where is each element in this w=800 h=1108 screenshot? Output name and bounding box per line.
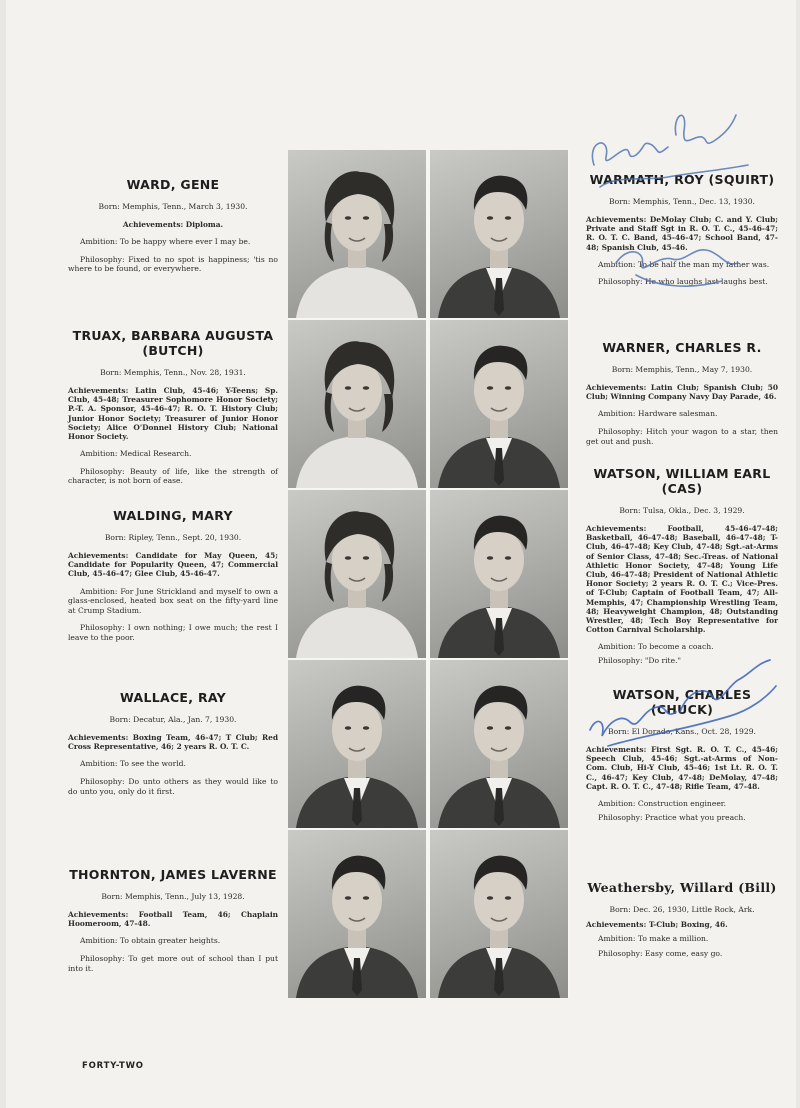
portrait-drawing — [288, 830, 426, 998]
student-name: THORNTON, JAMES LAVERNE — [69, 867, 277, 882]
achievements: Achievements: Football Team, 46; Chaplain Hoomeroom, 47-48. — [68, 910, 278, 929]
ambition: Ambition: To obtain greater heights. — [80, 936, 221, 946]
portrait-grid — [288, 150, 570, 998]
achievements: Achievements: Latin Club, 45-46; Y-Teens; Sp. Club, 45-48; Treasurer Sophomore Honor Society; P.-T. A. Sponsor, 45-46-47; R. O. T. History Club; Junior Honor Society; Treasurer of Junior Honor Society; Alice O'Donnel History Club; National Honor Society. — [68, 386, 279, 442]
hair-side-shape — [325, 562, 334, 602]
eye-shape — [345, 726, 351, 730]
ambition: Ambition: To make a million. — [598, 934, 709, 944]
clothing-shape — [296, 606, 418, 658]
ambition: Ambition: To be half the man my father was. — [598, 259, 770, 269]
philosophy: Philosophy: Practice what you preach. — [598, 812, 746, 822]
student-name: WATSON, CHARLES (CHUCK) — [612, 687, 752, 717]
portrait-watson-charles — [430, 660, 568, 828]
yearbook-page — [6, 0, 796, 1108]
philosophy: Philosophy: To get more out of school than I put into it. — [68, 954, 278, 973]
portrait-warmath-roy — [430, 150, 568, 318]
ambition: Ambition: Hardware salesman. — [598, 409, 718, 419]
portrait-weathersby-willard — [430, 830, 568, 998]
born-line: Born: El Dorado, Kans., Oct. 28, 1929. — [608, 727, 756, 736]
student-name: Weathersby, Willard (Bill) — [587, 880, 777, 895]
clothing-shape — [296, 266, 418, 318]
ambition: Ambition: Construction engineer. — [598, 799, 727, 809]
eye-shape — [487, 386, 493, 390]
philosophy: Philosophy: "Do rite." — [598, 656, 681, 666]
eye-shape — [363, 726, 369, 730]
philosophy: Philosophy: He who laughs last laughs best. — [598, 277, 768, 287]
born-line: Born: Memphis, Tenn., May 7, 1930. — [611, 365, 753, 374]
eye-shape — [487, 556, 493, 560]
eye-shape — [345, 386, 351, 390]
born-line: Born: Memphis, Tenn., Nov. 28, 1931. — [100, 368, 246, 377]
eye-shape — [345, 556, 351, 560]
student-name: WARMATH, ROY (SQUIRT) — [589, 172, 775, 187]
eye-shape — [363, 216, 369, 220]
achievements: Achievements: Latin Club; Spanish Club; 50 Club; Winning Company Navy Day Parade, 46. — [586, 383, 778, 402]
ambition: Ambition: To be happy where ever I may be. — [80, 237, 251, 247]
achievements: Achievements: Candidate for May Queen, 45; Candidate for Popularity Queen, 47; Commercial Club, 45-46-47; Glee Club, 45-46-47. — [68, 551, 278, 579]
hair-side-shape — [382, 394, 393, 432]
eye-shape — [505, 386, 511, 390]
ambition: Ambition: Medical Research. — [80, 449, 192, 459]
eye-shape — [487, 726, 493, 730]
portrait-drawing — [430, 660, 568, 828]
student-name: WARNER, CHARLES R. — [602, 340, 762, 355]
portrait-walding-mary — [288, 490, 426, 658]
entry-wallace-ray — [68, 690, 278, 796]
philosophy: Philosophy: Do unto others as they would like to do unto you, only do it first. — [68, 777, 278, 796]
eye-shape — [363, 556, 369, 560]
hair-side-shape — [325, 222, 334, 262]
student-name: WATSON, WILLIAM EARL (CAS) — [593, 466, 771, 496]
born-line: Born: Decatur, Ala., Jan. 7, 1930. — [109, 715, 237, 724]
eye-shape — [505, 216, 511, 220]
portrait-drawing — [430, 320, 568, 488]
clothing-shape — [296, 436, 418, 488]
portrait-thornton-james — [288, 830, 426, 998]
achievements: Achievements: Diploma. — [122, 220, 224, 229]
philosophy: Philosophy: Beauty of life, like the strength of character, is not born of ease. — [68, 466, 278, 486]
born-line: Born: Memphis, Tenn., March 3, 1930. — [98, 202, 248, 211]
student-name: WALLACE, RAY — [119, 690, 227, 705]
ambition: Ambition: For June Strickland and myself to own a glass-enclosed, heated box seat on the fifty-yard line at Crump Stadium. — [68, 586, 278, 615]
born-line: Born: Ripley, Tenn., Sept. 20, 1930. — [104, 533, 242, 542]
eye-shape — [363, 896, 369, 900]
born-line: Born: Dec. 26, 1930, Little Rock, Ark. — [609, 905, 755, 914]
portrait-ward-gene — [288, 150, 426, 318]
portrait-watson-william — [430, 490, 568, 658]
eye-shape — [363, 386, 369, 390]
born-line: Born: Tulsa, Okla., Dec. 3, 1929. — [619, 506, 745, 515]
eye-shape — [487, 896, 493, 900]
born-line: Born: Memphis, Tenn., Dec. 13, 1930. — [609, 197, 755, 206]
portrait-drawing — [288, 150, 426, 318]
portrait-drawing — [430, 490, 568, 658]
entry-walding-mary — [68, 508, 278, 643]
eye-shape — [345, 896, 351, 900]
portrait-truax-barbara — [288, 320, 426, 488]
entry-watson-charles — [586, 687, 778, 822]
philosophy: Philosophy: Fixed to no spot is happiness; 'tis no where to be found, or everywhere. — [68, 254, 278, 274]
ambition: Ambition: To see the world. — [80, 759, 186, 769]
portrait-drawing — [288, 660, 426, 828]
philosophy: Philosophy: Easy come, easy go. — [598, 948, 723, 958]
entry-truax-barbara — [68, 328, 278, 486]
achievements: Achievements: First Sgt. R. O. T. C., 45-46; Speech Club, 45-46; Sgt.-at-Arms of Non-Com. Club, Hi-Y Club, 45-46; 1st Lt. R. O. T. C., 46-47; Key Club, 47-48; DeMolay, 47-48; Capt. R. O. T. C., 47-48; Rifle Team, 47-48. — [586, 745, 778, 791]
entry-warner-charles — [586, 340, 778, 446]
philosophy: Philosophy: Hitch your wagon to a star, then get out and push. — [586, 427, 778, 446]
page-number: FORTY-TWO — [82, 1061, 144, 1071]
portrait-drawing — [288, 490, 426, 658]
student-name: TRUAX, BARBARA AUGUSTA (BUTCH) — [72, 328, 274, 358]
born-line: Born: Memphis, Tenn., July 13, 1928. — [101, 892, 245, 901]
entry-thornton-james — [68, 867, 278, 973]
eye-shape — [505, 896, 511, 900]
entry-ward-gene — [68, 177, 278, 274]
eye-shape — [487, 216, 493, 220]
philosophy: Philosophy: I own nothing; I owe much; the rest I leave to the poor. — [68, 623, 278, 642]
eye-shape — [345, 216, 351, 220]
hair-side-shape — [382, 564, 393, 602]
achievements: Achievements: Boxing Team, 46-47; T Club; Red Cross Representative, 46; 2 years R. O. T. C. — [68, 733, 278, 752]
achievements: Achievements: DeMolay Club; C. and Y. Club; Private and Staff Sgt in R. O. T. C., 45-46-47; R. O. T. C. Band, 45-46-47; School Band, 47-48; Spanish Club, 45-46. — [586, 215, 779, 252]
entry-watson-william — [586, 466, 778, 666]
student-name: WARD, GENE — [126, 177, 220, 192]
hair-side-shape — [382, 224, 393, 262]
achievements: Achievements: T-Club; Boxing, 46. — [586, 920, 728, 929]
achievements: Achievements: Football, 45-46-47-48; Basketball, 46-47-48; Baseball, 46-47-48; T-Club, 46-47-48; Key Club, 47-48; Sgt.-at-Arms of Senior Class, 47-48; Sec.-Treas. of National Athletic Honor Society, 47-48; Young Life Club, 46-47-48; President of National Athletic Honor Society; 2 years R. O. T. C.; Vice-Pres. of T-Club; Captain of Football Team, 47; All-Memphis, 47; Championship Wrestling Team, 48; Heavyweight Champion, 48; Outstanding Wrestler, 48; Tech Boy Representative for Cotton Carnival Scholarship. — [586, 524, 779, 635]
entry-weathersby-willard — [586, 880, 778, 958]
portrait-drawing — [430, 150, 568, 318]
entry-warmath-roy — [586, 172, 778, 287]
hair-side-shape — [325, 392, 334, 432]
eye-shape — [505, 726, 511, 730]
student-name: WALDING, MARY — [113, 508, 233, 523]
ambition: Ambition: To become a coach. — [598, 642, 714, 652]
portrait-drawing — [430, 830, 568, 998]
portrait-drawing — [288, 320, 426, 488]
portrait-wallace-ray — [288, 660, 426, 828]
eye-shape — [505, 556, 511, 560]
portrait-warner-charles — [430, 320, 568, 488]
